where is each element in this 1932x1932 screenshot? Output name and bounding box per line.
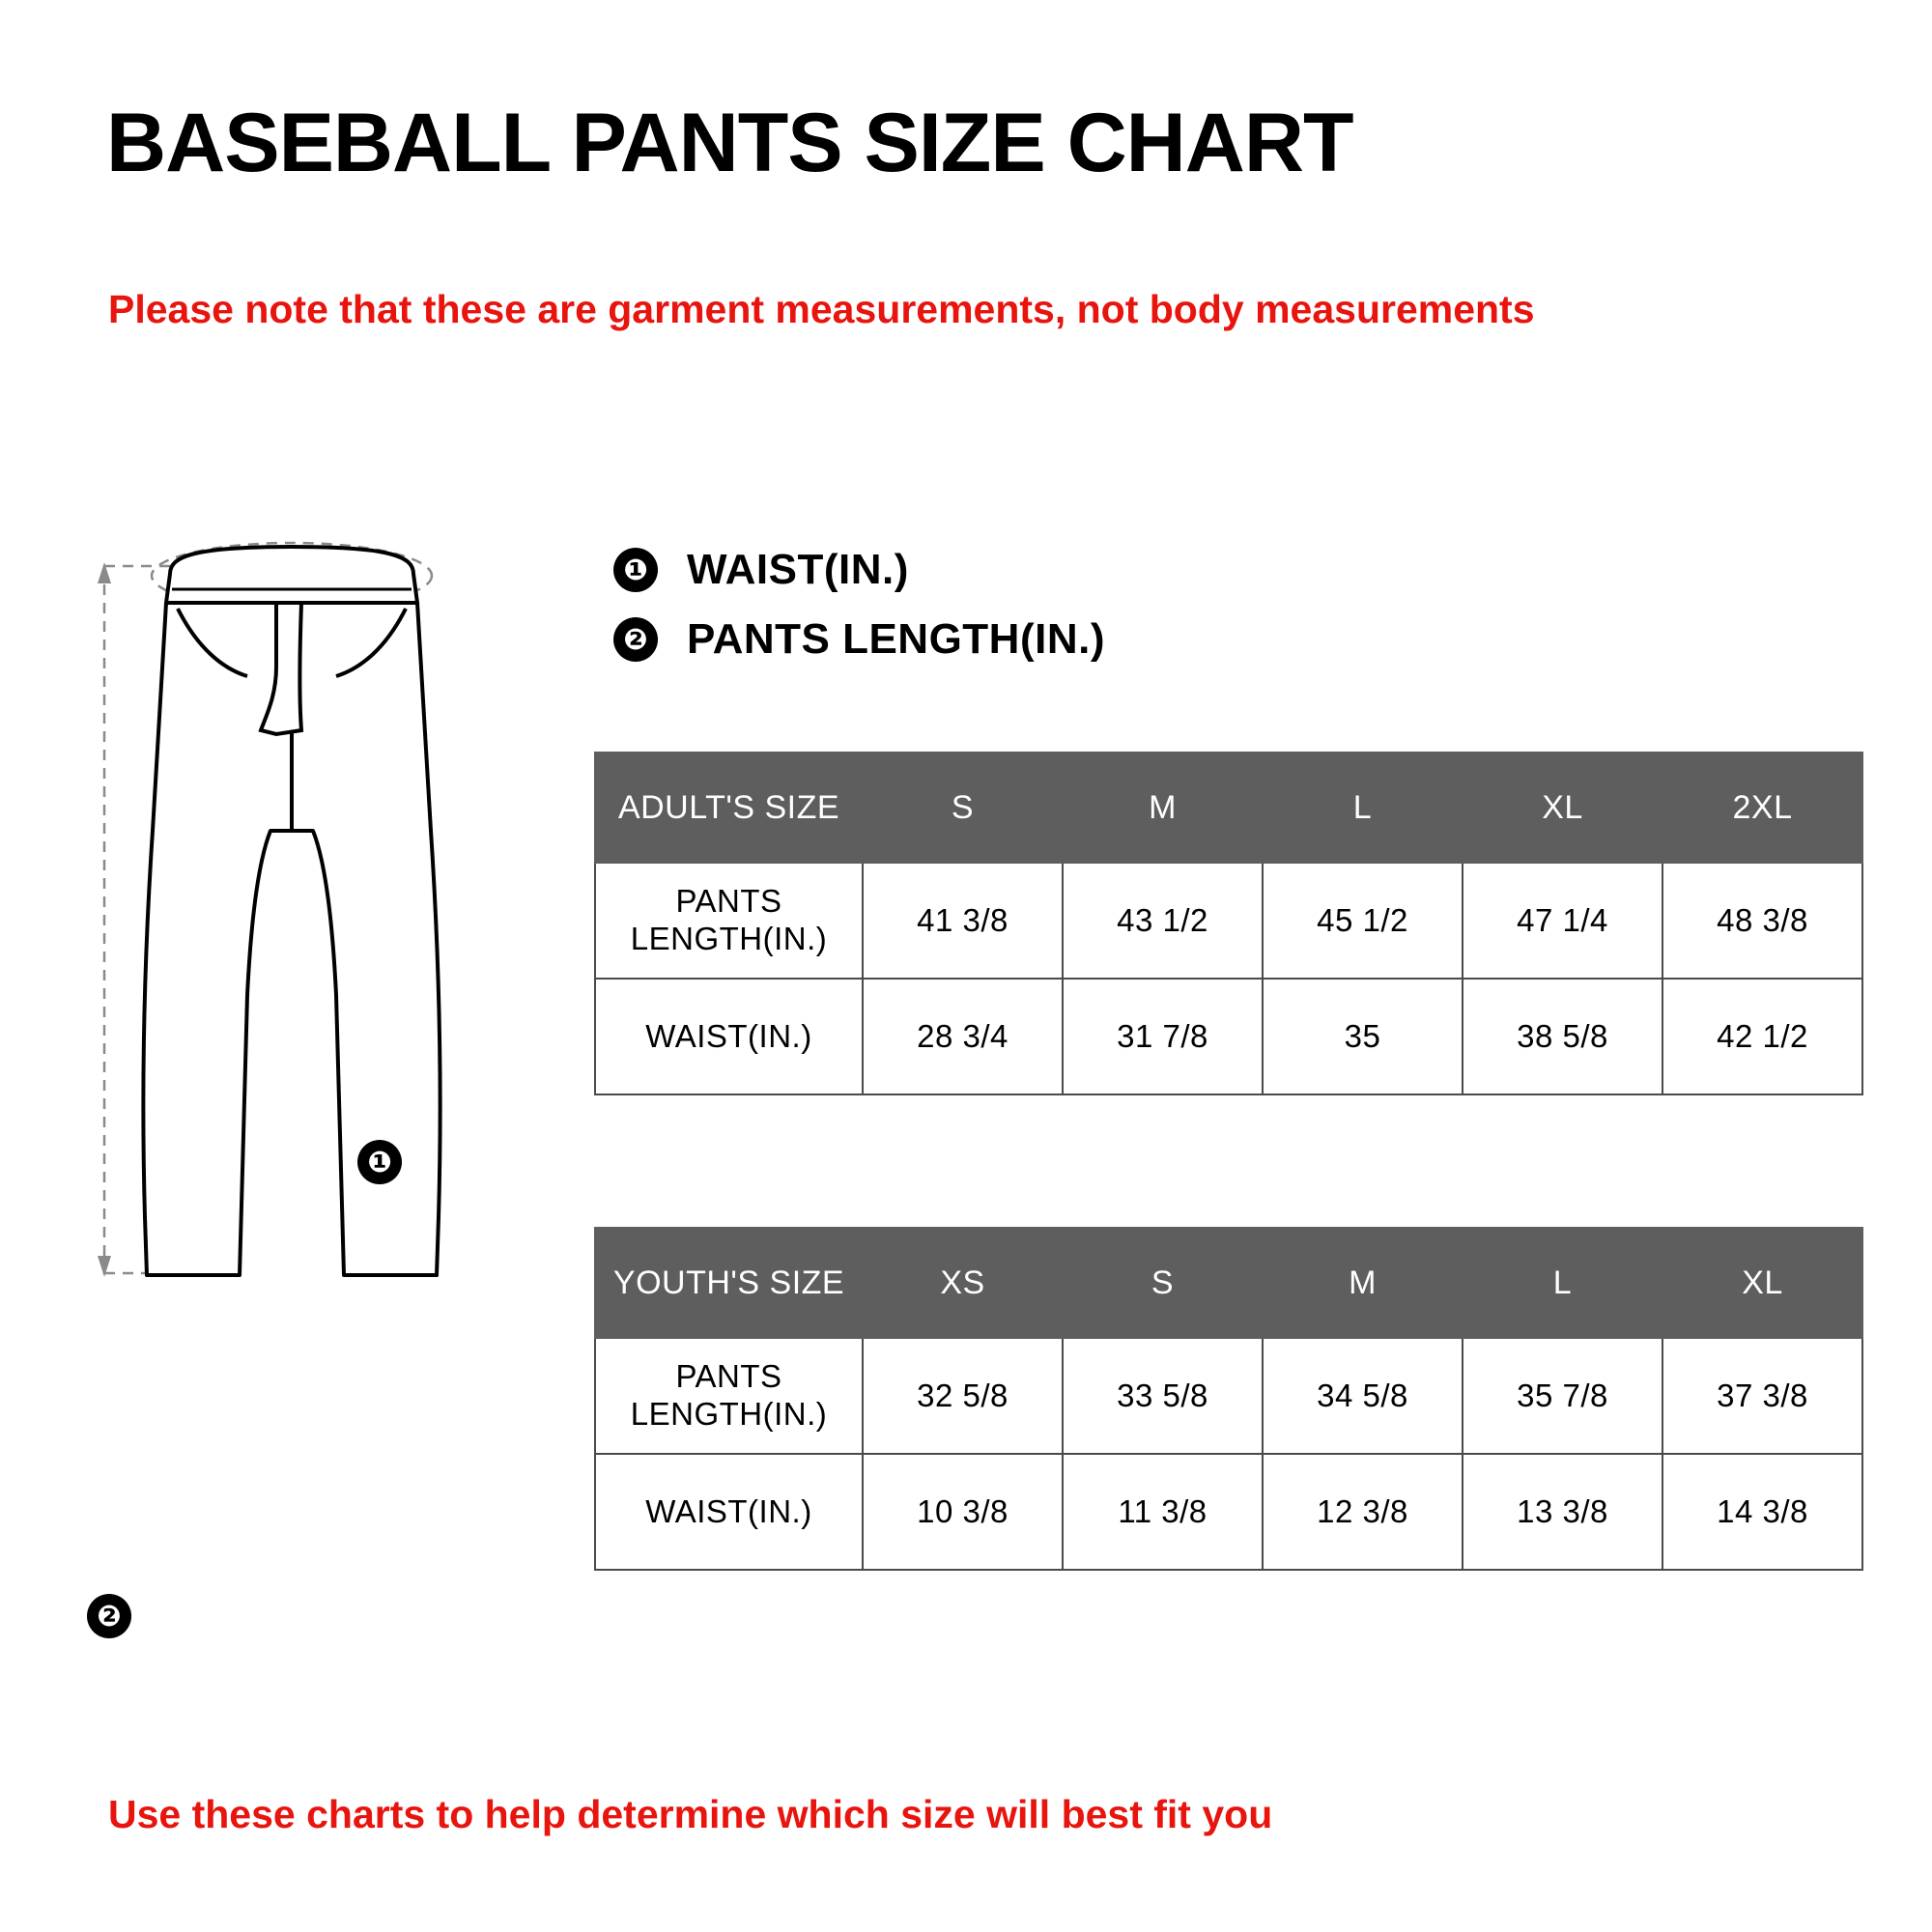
- adult-col-m: M: [1063, 753, 1263, 863]
- adult-waist-m: 31 7/8: [1063, 979, 1263, 1094]
- youth-col-xs: XS: [863, 1228, 1063, 1338]
- youth-row-label-waist: WAIST(IN.): [595, 1454, 863, 1570]
- youth-col-m: M: [1263, 1228, 1463, 1338]
- diagram-marker-one-icon: ❶: [357, 1140, 402, 1184]
- legend-label-pants-length: PANTS LENGTH(IN.): [687, 615, 1105, 663]
- measurement-note: Please note that these are garment measurements, not body measurements: [108, 287, 1535, 331]
- youth-col-xl: XL: [1662, 1228, 1862, 1338]
- adult-waist-xl: 38 5/8: [1463, 979, 1662, 1094]
- youth-size-table: [594, 1227, 1863, 1571]
- adult-waist-2xl: 42 1/2: [1662, 979, 1862, 1094]
- legend-label-waist: WAIST(IN.): [687, 546, 909, 593]
- legend-item-waist: [613, 546, 1105, 594]
- table-row: [595, 863, 1862, 979]
- youth-waist-xl: 14 3/8: [1662, 1454, 1862, 1570]
- youth-length-l: 35 7/8: [1463, 1338, 1662, 1454]
- adult-size-header: ADULT'S SIZE: [595, 753, 863, 863]
- table-row: [595, 979, 1862, 1094]
- adult-length-xl: 47 1/4: [1463, 863, 1662, 979]
- adult-row-label-waist: WAIST(IN.): [595, 979, 863, 1094]
- adult-size-table: [594, 752, 1863, 1095]
- youth-length-xl: 37 3/8: [1662, 1338, 1862, 1454]
- marker-two-icon: ❷: [613, 617, 658, 662]
- adult-length-2xl: 48 3/8: [1662, 863, 1862, 979]
- adult-col-l: L: [1263, 753, 1463, 863]
- table-row: [595, 1338, 1862, 1454]
- adult-col-xl: XL: [1463, 753, 1662, 863]
- youth-waist-s: 11 3/8: [1063, 1454, 1263, 1570]
- diagram-marker-two-icon: ❷: [87, 1594, 131, 1638]
- youth-length-s: 33 5/8: [1063, 1338, 1263, 1454]
- youth-row-label-pants-length: PANTS LENGTH(IN.): [595, 1338, 863, 1454]
- adult-row-label-pants-length: PANTS LENGTH(IN.): [595, 863, 863, 979]
- youth-col-l: L: [1463, 1228, 1662, 1338]
- footer-note: Use these charts to help determine which size will best fit you: [108, 1792, 1273, 1836]
- table-header-row: [595, 753, 1862, 863]
- adult-length-m: 43 1/2: [1063, 863, 1263, 979]
- adult-waist-s: 28 3/4: [863, 979, 1063, 1094]
- youth-length-m: 34 5/8: [1263, 1338, 1463, 1454]
- legend: [613, 546, 1105, 685]
- marker-one-icon: ❶: [613, 548, 658, 592]
- youth-waist-xs: 10 3/8: [863, 1454, 1063, 1570]
- legend-item-pants-length: [613, 615, 1105, 664]
- pants-illustration: [77, 541, 580, 1642]
- youth-col-s: S: [1063, 1228, 1263, 1338]
- youth-waist-l: 13 3/8: [1463, 1454, 1662, 1570]
- youth-waist-m: 12 3/8: [1263, 1454, 1463, 1570]
- adult-length-l: 45 1/2: [1263, 863, 1463, 979]
- youth-size-header: YOUTH'S SIZE: [595, 1228, 863, 1338]
- adult-length-s: 41 3/8: [863, 863, 1063, 979]
- adult-waist-l: 35: [1263, 979, 1463, 1094]
- page-title: BASEBALL PANTS SIZE CHART: [106, 97, 1353, 189]
- pants-diagram: [77, 541, 580, 1642]
- adult-col-s: S: [863, 753, 1063, 863]
- youth-length-xs: 32 5/8: [863, 1338, 1063, 1454]
- table-row: [595, 1454, 1862, 1570]
- table-header-row: [595, 1228, 1862, 1338]
- adult-col-2xl: 2XL: [1662, 753, 1862, 863]
